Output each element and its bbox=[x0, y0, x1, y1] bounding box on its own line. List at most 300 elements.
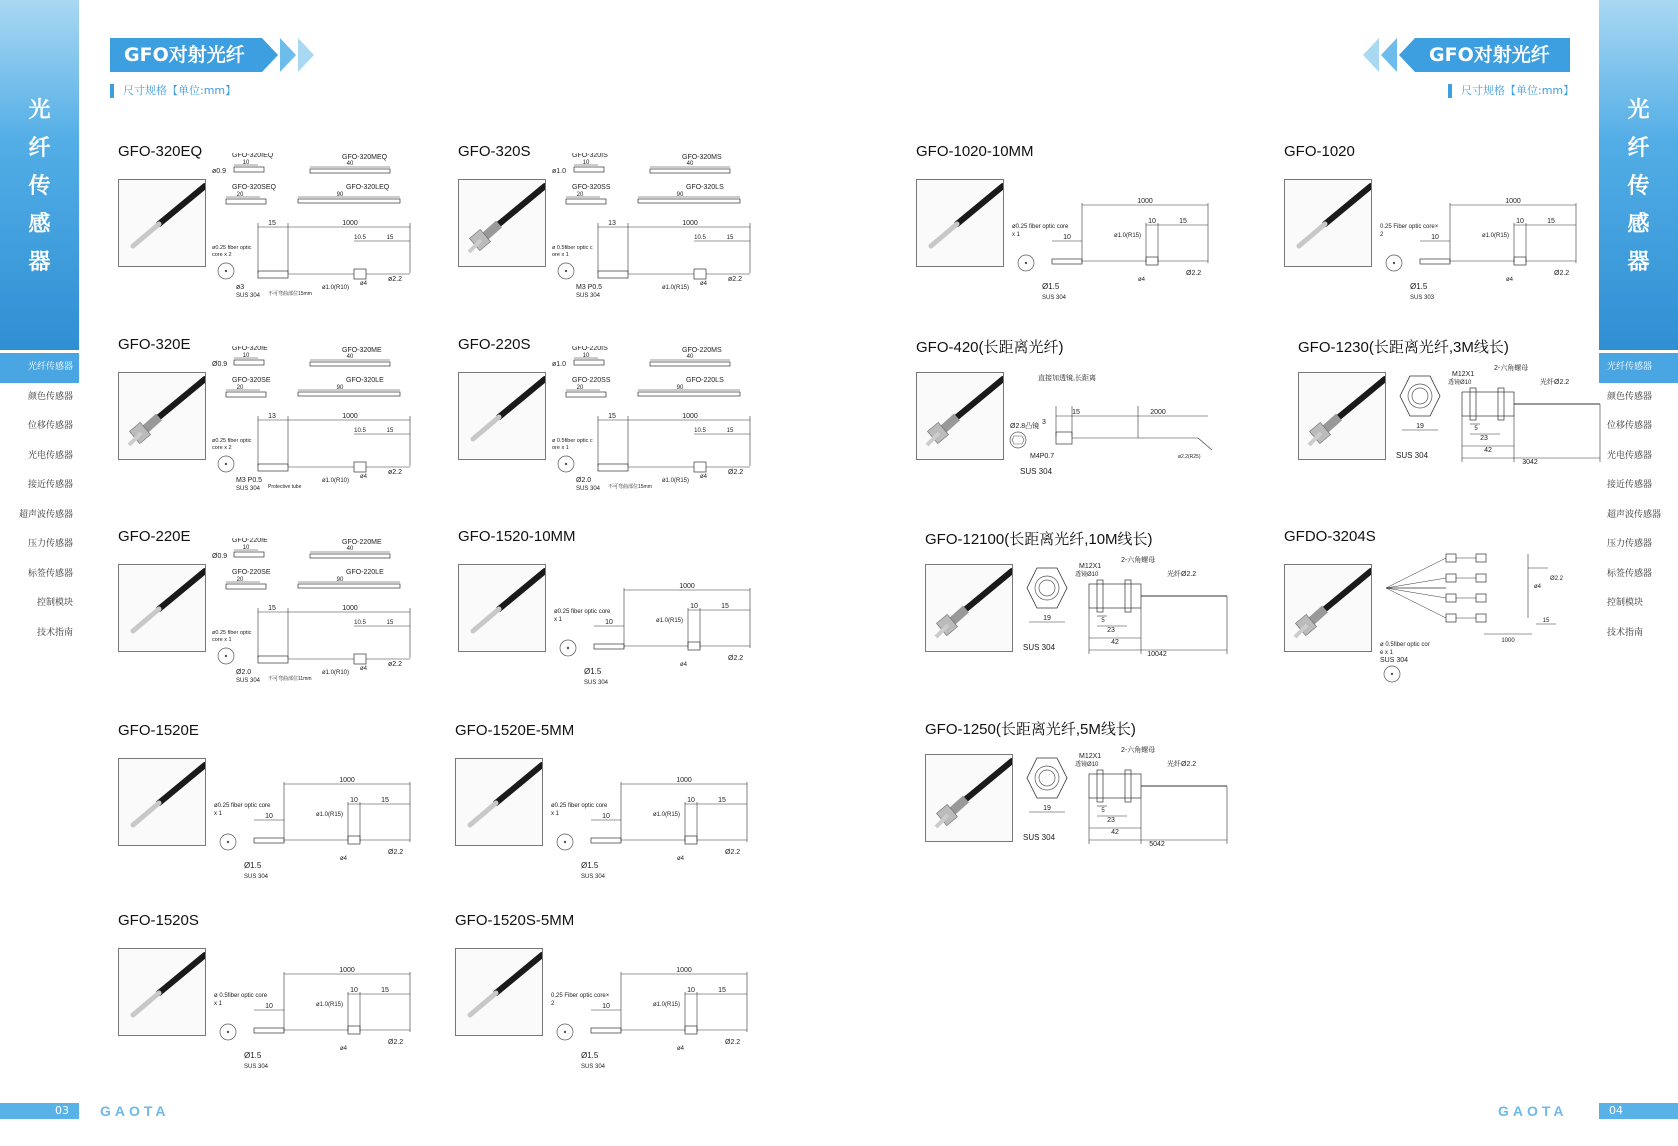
product-card bbox=[925, 718, 1225, 893]
dim-label: 1000 bbox=[676, 967, 692, 974]
product-photo bbox=[118, 948, 206, 1036]
fiber-probe bbox=[931, 224, 957, 246]
fiber-cable bbox=[957, 186, 1003, 224]
dim-label: 13 bbox=[608, 220, 616, 227]
dim-label: 10 bbox=[242, 545, 250, 551]
dim-label: 3 bbox=[1042, 419, 1046, 426]
lens-label: 透镜Ø10 bbox=[1075, 762, 1099, 768]
variant-label: GFO-220MS bbox=[682, 347, 722, 354]
product-card bbox=[916, 143, 1216, 318]
left-vtitle-char: 器 bbox=[28, 250, 51, 275]
product-photo bbox=[458, 564, 546, 652]
dim-label: 19 bbox=[1416, 423, 1424, 430]
probe-part bbox=[254, 838, 284, 843]
fitting-label: ø2.2 bbox=[388, 661, 403, 668]
nut-circle bbox=[1035, 766, 1059, 790]
product-card bbox=[118, 528, 418, 703]
fiber-branch bbox=[1386, 558, 1446, 588]
dim-label: 15 bbox=[381, 987, 389, 994]
fiber-label: 光纤Ø2.2 bbox=[1167, 571, 1197, 578]
dim-label: 19 bbox=[1043, 615, 1051, 622]
chevron-right-icon bbox=[262, 38, 278, 72]
right-menu-item-photoelectric[interactable]: 光电传感器 bbox=[1607, 450, 1653, 461]
product-card bbox=[118, 912, 418, 1087]
dimension-drawing bbox=[1017, 538, 1232, 688]
core-label: x 1 bbox=[554, 617, 563, 623]
dim-label: 10 bbox=[605, 619, 613, 626]
fitting-label: ø2.2 bbox=[388, 469, 403, 476]
fiber-cable bbox=[1325, 571, 1371, 609]
variant-part bbox=[638, 199, 740, 203]
variant-label: GFO-320SE bbox=[232, 377, 271, 384]
dim-label: 19 bbox=[1043, 805, 1051, 812]
product-card bbox=[458, 528, 758, 703]
nut-circle bbox=[1035, 576, 1059, 600]
fitting-label: Ø2.2 bbox=[1550, 576, 1564, 582]
dim-label: 2000 bbox=[1150, 409, 1166, 416]
right-menu-item-control[interactable]: 控制模块 bbox=[1607, 598, 1644, 608]
dim-label: 1000 bbox=[1505, 198, 1521, 205]
tube-label: ø1.0(R15) bbox=[653, 1002, 681, 1008]
note-label: 不可弯曲部位15mm bbox=[608, 484, 652, 490]
probe-part bbox=[258, 464, 288, 471]
dim-label: 1000 bbox=[1137, 198, 1153, 205]
dim-label: 1000 bbox=[339, 967, 355, 974]
product-title: GFO-220S bbox=[458, 336, 531, 353]
chevron-right-icon bbox=[298, 38, 314, 72]
right-vertical-title bbox=[1599, 92, 1678, 282]
core-label: x 1 bbox=[551, 811, 560, 817]
left-vtitle-char: 传 bbox=[28, 174, 51, 199]
right-menu-item-fiber[interactable]: 光纤传感器 bbox=[1599, 353, 1678, 383]
dim-label: 15 bbox=[726, 428, 734, 434]
fiber-photo-drawing bbox=[917, 180, 1004, 267]
dim-label: 10.5 bbox=[694, 235, 706, 241]
fitting-label: ø4 bbox=[700, 474, 708, 480]
dim-label: 15 bbox=[386, 235, 394, 241]
dim-label: 15 bbox=[386, 620, 394, 626]
product-title: GFO-1520S bbox=[118, 912, 199, 929]
ferrule-part bbox=[354, 269, 366, 279]
product-photo bbox=[458, 372, 546, 460]
hex-nut-part bbox=[1125, 580, 1131, 612]
left-sidebar bbox=[0, 0, 79, 1146]
lens-label: 透镜Ø10 bbox=[1075, 572, 1099, 578]
core-label: 2 bbox=[1380, 232, 1384, 238]
dim-label: 3042 bbox=[1522, 459, 1538, 466]
fitting-label: Ø2.2 bbox=[725, 849, 741, 856]
dimension-drawing bbox=[210, 922, 425, 1072]
product-title: GFO-420(长距离光纤) bbox=[916, 339, 1064, 356]
dim-label: 90 bbox=[336, 577, 344, 583]
dia-label: Ø1.5 bbox=[584, 667, 602, 676]
core-label: 2 bbox=[551, 1001, 555, 1007]
dim-label: 23 bbox=[1107, 627, 1115, 634]
left-menu-item-proximity[interactable]: 接近传感器 bbox=[27, 480, 73, 490]
section-dot bbox=[564, 841, 566, 843]
section-dot bbox=[227, 1031, 229, 1033]
material-label: SUS 304 bbox=[581, 1064, 606, 1070]
product-photo bbox=[916, 179, 1004, 267]
product-photo bbox=[925, 754, 1013, 842]
right-vtitle-char: 光 bbox=[1627, 98, 1650, 123]
variant-part bbox=[566, 199, 606, 204]
core-label: ø 0.5fiber optic cor bbox=[1380, 642, 1430, 648]
left-menu-item-guide[interactable]: 技术指南 bbox=[36, 627, 73, 638]
material-label: SUS 304 bbox=[1042, 295, 1067, 301]
dim-label: 42 bbox=[1484, 447, 1492, 454]
nut-circle bbox=[1408, 384, 1432, 408]
fiber-photo-drawing bbox=[456, 949, 543, 1036]
left-category-menu bbox=[0, 353, 79, 648]
fitting-label: ø4 bbox=[1138, 277, 1146, 283]
dim-label: 10.5 bbox=[354, 620, 366, 626]
fiber-photo-drawing bbox=[1285, 565, 1372, 652]
fitting-label: ø4 bbox=[360, 474, 368, 480]
variant-part bbox=[298, 199, 400, 203]
product-title: GFO-320S bbox=[458, 143, 531, 160]
fitting-label: ø4 bbox=[677, 856, 685, 862]
variant-part bbox=[650, 362, 730, 366]
fitting-label: ø4 bbox=[340, 1046, 348, 1052]
variant-label: GFO-320SS bbox=[572, 184, 611, 191]
left-menu-item-pressure[interactable]: 压力传感器 bbox=[27, 539, 73, 549]
core-label: ø0.25 fiber optic core bbox=[1012, 224, 1069, 230]
dim-label: 5 bbox=[1101, 808, 1105, 814]
product-title: GFO-1020 bbox=[1284, 143, 1355, 160]
ferrule-part bbox=[1446, 614, 1456, 622]
right-menu-item-color[interactable]: 颜色传感器 bbox=[1607, 391, 1653, 402]
variant-label: GFO-220IS bbox=[572, 346, 608, 352]
right-menu-item-displacement[interactable]: 位移传感器 bbox=[1607, 421, 1653, 431]
dia-label: Ø2.8凸镜 bbox=[1010, 423, 1040, 430]
product-photo bbox=[916, 372, 1004, 460]
left-menu-item-control[interactable]: 控制模块 bbox=[36, 598, 73, 608]
fitting-label: ø2.2 bbox=[388, 276, 403, 283]
brand-logo: GAOTA bbox=[100, 1103, 170, 1119]
dim-label: 15 bbox=[268, 605, 276, 612]
material-label: SUS 304 bbox=[576, 486, 601, 492]
dimension-drawing bbox=[210, 153, 425, 303]
dimension-drawing bbox=[210, 346, 425, 496]
product-photo bbox=[118, 179, 206, 267]
core-label: e x 1 bbox=[1380, 650, 1394, 656]
left-menu-item-ultrasonic[interactable]: 超声波传感器 bbox=[18, 509, 73, 520]
dim-label: 42 bbox=[1111, 639, 1119, 646]
variant-part bbox=[234, 360, 264, 365]
hex-nut-icon bbox=[1400, 376, 1440, 416]
left-header-banner bbox=[110, 38, 320, 72]
fiber-cable bbox=[957, 379, 1003, 417]
product-card bbox=[458, 143, 758, 318]
left-menu-item-color[interactable]: 颜色传感器 bbox=[27, 391, 73, 402]
dim-label: 15 bbox=[721, 603, 729, 610]
dia-label: Ø2.0 bbox=[576, 477, 592, 484]
right-menu-item-pressure[interactable]: 压力传感器 bbox=[1607, 539, 1653, 549]
dim-label: 10 bbox=[350, 987, 358, 994]
core-label: ø 0.5fiber optic core bbox=[214, 993, 268, 999]
probe-part bbox=[591, 838, 621, 843]
variant-label: GFO-220IE bbox=[232, 538, 268, 544]
dim-label: 10 bbox=[602, 813, 610, 820]
dim-label: 1000 bbox=[682, 413, 698, 420]
probe-part bbox=[254, 1028, 284, 1033]
tube-label: ø1.0(R15) bbox=[656, 618, 684, 624]
tube-label: ø1.0(R15) bbox=[316, 1002, 344, 1008]
ferrule-part bbox=[694, 462, 706, 472]
variant-part bbox=[234, 167, 264, 172]
dim-label: 15 bbox=[718, 987, 726, 994]
ferrule-part bbox=[1446, 554, 1456, 562]
core-label: core x 1 bbox=[212, 637, 232, 643]
dim-label: 1000 bbox=[676, 777, 692, 784]
product-title: GFO-1520E bbox=[118, 722, 199, 739]
variant-label: GFO-220LS bbox=[686, 377, 724, 384]
variant-part bbox=[310, 554, 390, 558]
note-label: Protective tube bbox=[268, 484, 302, 490]
material-label: SUS 304 bbox=[1020, 467, 1053, 476]
variant-label: GFO-320LS bbox=[686, 184, 724, 191]
ferrule-part bbox=[1514, 257, 1526, 265]
dim-label: 10 bbox=[687, 797, 695, 804]
fiber-probe bbox=[133, 993, 159, 1015]
ferrule-part bbox=[1146, 257, 1158, 265]
left-menu-item-fiber[interactable]: 光纤传感器 bbox=[0, 353, 79, 383]
dim-label: 10 bbox=[1148, 218, 1156, 225]
fiber-photo-drawing bbox=[119, 565, 206, 652]
dim-label: 20 bbox=[236, 385, 244, 391]
core-label: 0.25 Fiber optic core× bbox=[1380, 224, 1439, 230]
section-dot bbox=[1393, 262, 1395, 264]
dim-label: 10 bbox=[265, 813, 273, 820]
fiber-photo-drawing bbox=[459, 565, 546, 652]
dim-label: 1000 bbox=[342, 605, 358, 612]
dim-label: 1000 bbox=[682, 220, 698, 227]
dim-label: 15 bbox=[726, 235, 734, 241]
ferrule-part bbox=[1476, 594, 1486, 602]
product-card bbox=[916, 336, 1216, 511]
fiber-photo-drawing bbox=[1299, 373, 1386, 460]
chevron-left-icon bbox=[1381, 38, 1397, 72]
material-label: SUS 304 bbox=[581, 874, 606, 880]
right-banner-title: GFO对射光纤 bbox=[1415, 38, 1570, 72]
left-vertical-title bbox=[0, 92, 79, 282]
variant-label: GFO-220ME bbox=[342, 539, 382, 546]
product-title: GFO-220E bbox=[118, 528, 191, 545]
product-title: GFO-1250(长距离光纤,5M线长) bbox=[925, 721, 1136, 738]
dim-label: 40 bbox=[346, 354, 354, 360]
dim-label: 23 bbox=[1107, 817, 1115, 824]
right-vtitle-char: 器 bbox=[1627, 250, 1650, 275]
dim-label: 15 bbox=[386, 428, 394, 434]
product-card bbox=[118, 336, 418, 511]
variant-label: GFO-320MS bbox=[682, 154, 722, 161]
right-spec-label: 尺寸规格【单位:mm】 bbox=[1448, 84, 1574, 98]
product-title: GFO-1230(长距离光纤,3M线长) bbox=[1298, 339, 1509, 356]
fitting-label: Ø2.2 bbox=[388, 849, 404, 856]
left-menu-item-photoelectric[interactable]: 光电传感器 bbox=[27, 450, 73, 461]
nut-label: 2-六角螺母 bbox=[1121, 557, 1156, 564]
material-label: SUS 304 bbox=[584, 680, 609, 686]
thread-label: M12X1 bbox=[1079, 563, 1102, 570]
hex-nut-icon bbox=[1027, 758, 1067, 798]
variant-label: GFO-220SS bbox=[572, 377, 611, 384]
fitting-label: Ø2.2 bbox=[1554, 270, 1570, 277]
dimension-drawing bbox=[1390, 346, 1605, 496]
product-photo bbox=[1284, 179, 1372, 267]
hex-nut-part bbox=[1498, 388, 1504, 420]
nut-circle bbox=[1412, 388, 1428, 404]
left-menu-item-label[interactable]: 标签传感器 bbox=[27, 568, 73, 579]
tube-label: ø1.0(R10) bbox=[322, 285, 350, 291]
product-card bbox=[925, 528, 1225, 703]
dim-label: 10.5 bbox=[694, 428, 706, 434]
probe-part bbox=[258, 656, 288, 663]
probe-part bbox=[1052, 259, 1082, 264]
variant-label: GFO-320IE bbox=[232, 346, 268, 352]
core-label: core x 2 bbox=[212, 252, 232, 258]
dim-label: 90 bbox=[676, 385, 684, 391]
chevron-left-icon bbox=[1399, 38, 1415, 72]
nut-label: 2-六角螺母 bbox=[1121, 747, 1156, 754]
dia-label: Ø1.5 bbox=[1410, 282, 1428, 291]
dim-label: 10 bbox=[1063, 234, 1071, 241]
right-menu-item-proximity[interactable]: 接近传感器 bbox=[1607, 480, 1653, 490]
tube-label: ø1.0(R15) bbox=[316, 812, 344, 818]
dim-label: 10 bbox=[690, 603, 698, 610]
fitting-label: ø4 bbox=[1506, 277, 1514, 283]
tube-label: ø1.0(R15) bbox=[662, 478, 690, 484]
dim-label: 15 bbox=[1179, 218, 1187, 225]
left-banner-title: GFO对射光纤 bbox=[110, 38, 262, 72]
core-label: ø0.25 fiber optic core bbox=[214, 803, 271, 809]
product-card bbox=[455, 722, 755, 897]
fiber-branch bbox=[1386, 578, 1446, 588]
tube-label: ø1.0(R15) bbox=[653, 812, 681, 818]
material-label: SUS 304 bbox=[236, 678, 261, 684]
tube-label: ø1.0(R10) bbox=[322, 670, 350, 676]
thread-label: M12X1 bbox=[1452, 371, 1475, 378]
fiber-photo-drawing bbox=[459, 180, 546, 267]
fiber-cable bbox=[159, 379, 205, 417]
fitting-label: ø2.2(R25) bbox=[1178, 454, 1201, 460]
section-dot bbox=[225, 270, 227, 272]
core-label: ø0.25 fiber optic core bbox=[554, 609, 611, 615]
fiber-cable bbox=[1339, 379, 1385, 417]
right-sidebar bbox=[1599, 0, 1678, 1146]
fiber-cable bbox=[966, 761, 1012, 799]
product-card bbox=[1284, 143, 1584, 318]
fiber-photo-drawing bbox=[917, 373, 1004, 460]
fiber-photo-drawing bbox=[119, 949, 206, 1036]
dim-label: 23 bbox=[1480, 435, 1488, 442]
dim-label: 90 bbox=[336, 192, 344, 198]
ferrule-part bbox=[348, 836, 360, 844]
left-vtitle-char: 感 bbox=[28, 212, 51, 237]
dimension-drawing bbox=[1008, 153, 1223, 303]
dim-label: 40 bbox=[346, 161, 354, 167]
fiber-cable bbox=[496, 765, 542, 803]
ferrule-part bbox=[688, 642, 700, 650]
dim-label: 5 bbox=[1101, 618, 1105, 624]
dia-label: ø3 bbox=[236, 284, 245, 291]
hex-nut-part bbox=[1097, 770, 1103, 802]
fitting-label: ø4 bbox=[1534, 584, 1542, 590]
fiber-branch bbox=[1386, 588, 1446, 618]
section-dot bbox=[565, 270, 567, 272]
variant-label: GFO-320MEQ bbox=[342, 154, 388, 161]
product-title: GFO-1520E-5MM bbox=[455, 722, 575, 739]
dimension-drawing bbox=[550, 538, 765, 688]
material-label: SUS 304 bbox=[236, 293, 261, 299]
dia-label: Ø1.5 bbox=[244, 1051, 262, 1060]
fiber-cable bbox=[159, 955, 205, 993]
dim-label: 1000 bbox=[339, 777, 355, 784]
dia-label: M3 P0.5 bbox=[236, 477, 263, 484]
dim-label: 20 bbox=[576, 385, 584, 391]
tube-label: ø1.0(R15) bbox=[1114, 233, 1142, 239]
product-photo bbox=[925, 564, 1013, 652]
fitting-label: ø4 bbox=[700, 281, 708, 287]
fitting-label: Ø2.2 bbox=[1186, 270, 1202, 277]
sub-dia-label: Ø0.9 bbox=[212, 361, 228, 368]
dim-label: 10.5 bbox=[354, 235, 366, 241]
probe-part bbox=[258, 271, 288, 278]
tube-label: ø1.0(R15) bbox=[1482, 233, 1510, 239]
section-dot bbox=[567, 647, 569, 649]
dim-label: 1000 bbox=[1501, 638, 1515, 644]
probe-part bbox=[594, 644, 624, 649]
dim-label: 10 bbox=[1516, 218, 1524, 225]
product-title: GFO-1020-10MM bbox=[916, 143, 1034, 160]
core-label: ø0.25 fiber optic core bbox=[551, 803, 608, 809]
dim-label: 90 bbox=[676, 192, 684, 198]
product-photo bbox=[455, 948, 543, 1036]
dim-label: 10 bbox=[1431, 234, 1439, 241]
probe-part bbox=[591, 1028, 621, 1033]
variant-part bbox=[574, 360, 604, 365]
fitting-label: Ø2.2 bbox=[725, 1039, 741, 1046]
sub-dia-label: ø0.9 bbox=[212, 168, 227, 175]
ferrule-part bbox=[348, 1026, 360, 1034]
variant-part bbox=[226, 199, 266, 204]
right-menu-item-label[interactable]: 标签传感器 bbox=[1607, 568, 1653, 579]
ferrule-part bbox=[354, 462, 366, 472]
left-menu-item-displacement[interactable]: 位移传感器 bbox=[27, 421, 73, 431]
right-menu-item-guide[interactable]: 技术指南 bbox=[1607, 627, 1644, 638]
dim-label: 10 bbox=[242, 160, 250, 166]
dimension-drawing bbox=[550, 153, 765, 303]
dim-label: 20 bbox=[236, 192, 244, 198]
product-photo bbox=[458, 179, 546, 267]
left-spec-label: 尺寸规格【单位:mm】 bbox=[110, 84, 236, 98]
dim-label: 13 bbox=[268, 413, 276, 420]
dim-label: 5 bbox=[1474, 426, 1478, 432]
dim-label: 15 bbox=[268, 220, 276, 227]
right-menu-item-ultrasonic[interactable]: 超声波传感器 bbox=[1607, 509, 1662, 520]
left-vtitle-char: 纤 bbox=[28, 136, 51, 161]
variant-part bbox=[298, 392, 400, 396]
core-label: x 1 bbox=[214, 1001, 223, 1007]
fiber-cable bbox=[159, 186, 205, 224]
dim-label: 15 bbox=[381, 797, 389, 804]
material-label: SUS 304 bbox=[576, 293, 601, 299]
material-label: SUS 304 bbox=[244, 874, 269, 880]
dimension-drawing bbox=[1008, 346, 1223, 496]
core-label: x 1 bbox=[1012, 232, 1021, 238]
dim-label: 20 bbox=[236, 577, 244, 583]
note-label: 不可弯曲部位15mm bbox=[268, 291, 312, 297]
